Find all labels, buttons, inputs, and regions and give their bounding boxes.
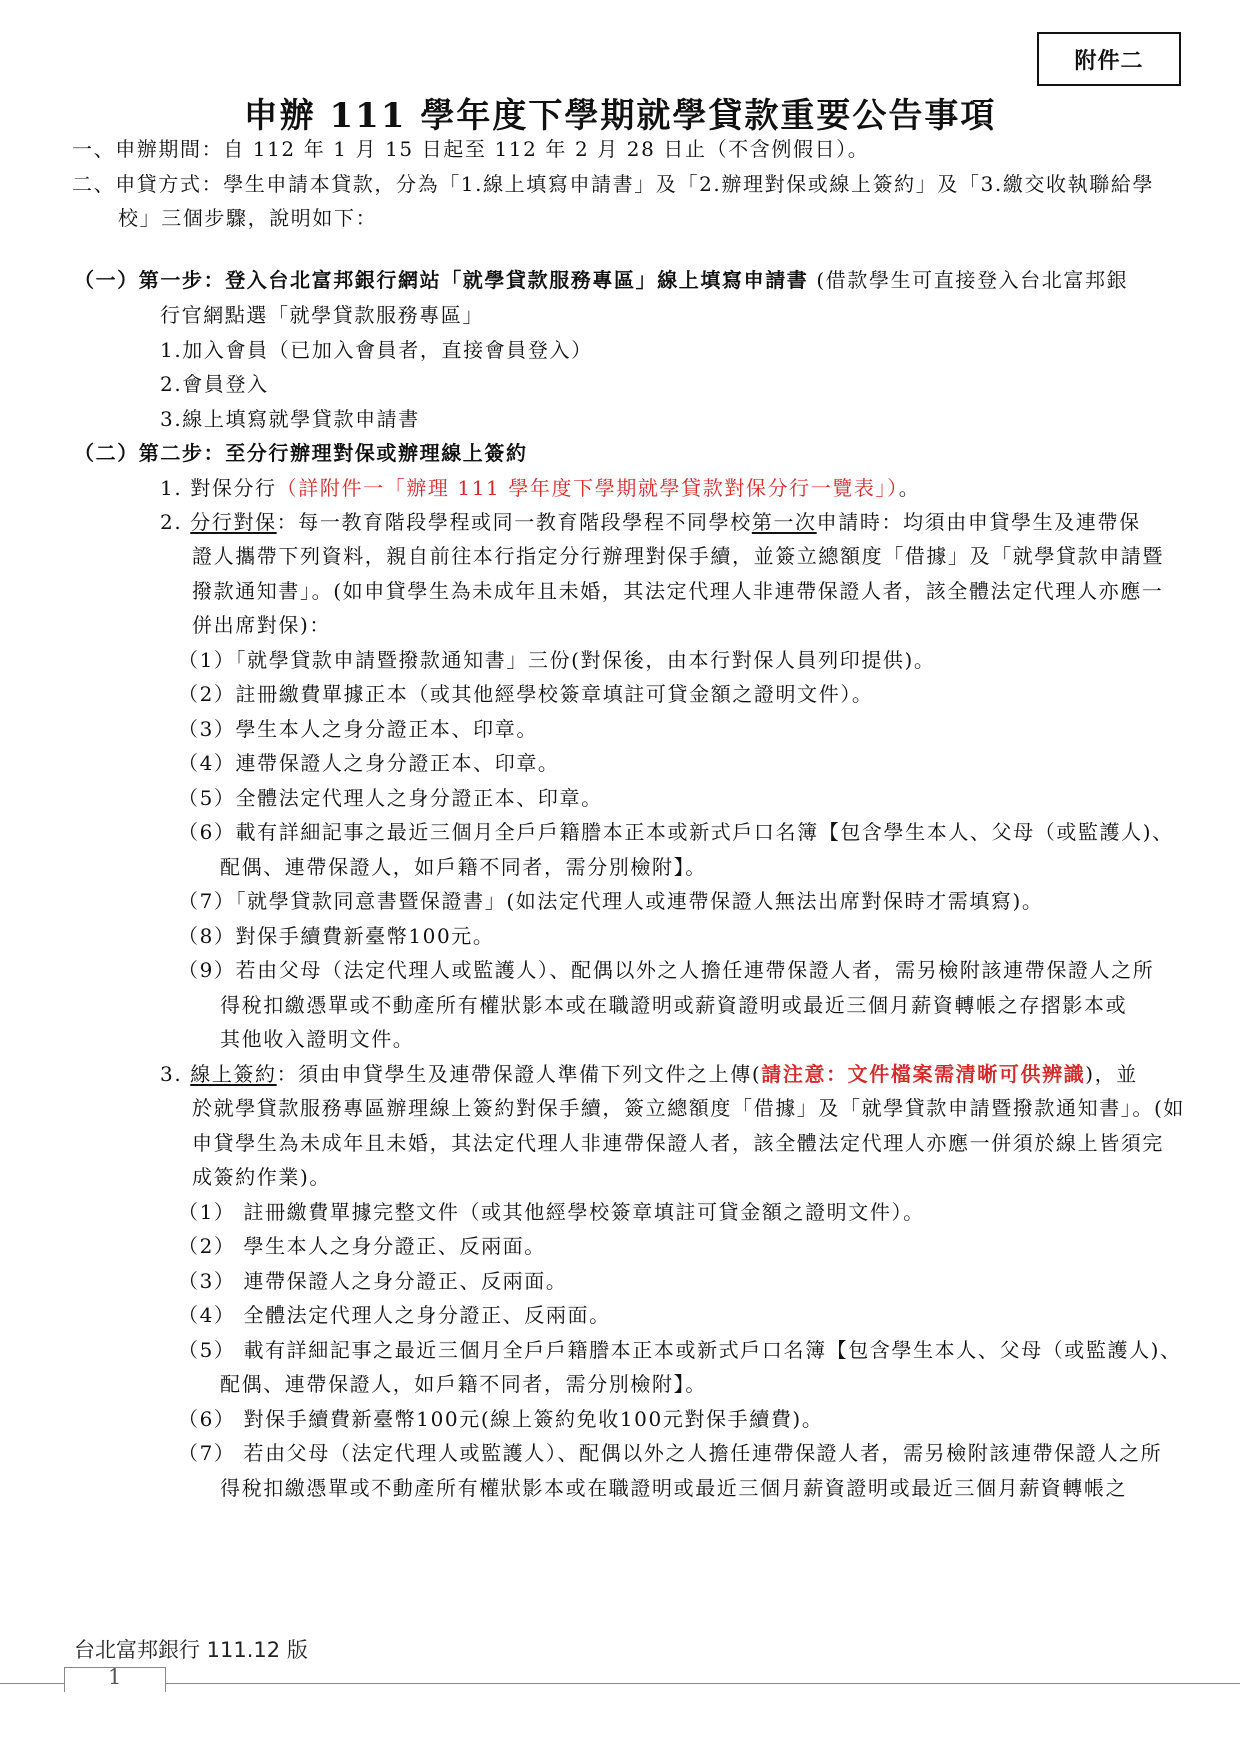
branch-doc-item: （7）「就學貸款同意書暨保證書」(如法定代理人或連帶保證人無法出席對保時才需填寫)。 [178, 889, 1044, 913]
branch-doc-item-cont: 其他收入證明文件。 [220, 1027, 415, 1051]
step-2-item-2 [160, 507, 1141, 537]
step-2-item-1-suffix: 。 [898, 476, 921, 500]
branch-doc-item: （9）若由父母（法定代理人或監護人）、配偶以外之人擔任連帶保證人者，需另檢附該連帶保證人之所 [178, 958, 1155, 982]
online-doc-item: （2） 學生本人之身分證正、反兩面。 [178, 1234, 546, 1258]
page-number: 1 [108, 1665, 122, 1689]
step-1-item: 1.加入會員（已加入會員者，直接會員登入） [160, 338, 593, 362]
step-2-item-3-cont: 申貸學生為未成年且未婚，其法定代理人非連帶保證人者，該全體法定代理人亦應一併須於線上皆須完 [192, 1131, 1164, 1155]
step-1-item: 3.線上填寫就學貸款申請書 [160, 407, 420, 431]
step-2-item-2-underlined: 第一次 [751, 510, 817, 534]
branch-doc-item-cont: 得稅扣繳憑單或不動產所有權狀影本或在職證明或薪資證明或最近三個月薪資轉帳之存摺影本或 [220, 993, 1128, 1017]
step-1-item: 2.會員登入 [160, 372, 269, 396]
online-doc-item-cont: 配偶、連帶保證人，如戶籍不同者，需分別檢附】。 [220, 1372, 707, 1396]
step-2-item-2-label: 分行對保 [190, 510, 277, 534]
page-divider [0, 1683, 1240, 1684]
branch-doc-item: （6）載有詳細記事之最近三個月全戶戶籍謄本正本或新式戶口名簿【包含學生本人、父母（或監護人)、 [178, 820, 1174, 844]
online-doc-item: （7） 若由父母（法定代理人或監護人）、配偶以外之人擔任連帶保證人者，需另檢附該連帶保證人之所 [178, 1441, 1163, 1465]
online-doc-item: （1） 註冊繳費單據完整文件（或其他經學校簽章填註可貸金額之證明文件）。 [178, 1200, 925, 1224]
footer-version: 台北富邦銀行 111.12 版 [74, 1638, 308, 1662]
section-2-method-cont: 校」三個步驟，說明如下： [118, 206, 378, 230]
step-2-item-3-red-note: 請注意：文件檔案需清晰可供辨識 [761, 1062, 1086, 1086]
attachment-label: 附件二 [1037, 32, 1181, 86]
step-2-item-2-text-b: 申請時：均須由申貸學生及連帶保 [816, 510, 1141, 534]
step-2-item-2-cont: 證人攜帶下列資料，親自前往本行指定分行辦理對保手續，並簽立總額度「借據」及「就學貸款申請暨 [192, 544, 1164, 568]
branch-doc-item: （1）「就學貸款申請暨撥款通知書」三份(對保後，由本行對保人員列印提供)。 [178, 648, 936, 672]
step-2-item-2-cont: 撥款通知書」。(如申貸學生為未成年且未婚，其法定代理人非連帶保證人者，該全體法定代理人亦應一 [192, 579, 1164, 603]
step-2-item-1-red-note: （詳附件一「辦理 111 學年度下學期就學貸款對保分行一覽表」） [276, 476, 899, 500]
step-1-heading-text: （一）第一步：登入台北富邦銀行網站「就學貸款服務專區」線上填寫申請書 [74, 268, 809, 292]
branch-doc-item-cont: 配偶、連帶保證人，如戶籍不同者，需分別檢附】。 [220, 855, 707, 879]
step-2-item-2-text-a: ：每一教育階段學程或同一教育階段學程不同學校 [276, 510, 752, 534]
step-2-item-1 [160, 473, 920, 503]
step-1-note: (借款學生可直接登入台北富邦銀 [808, 268, 1129, 292]
step-2-item-2-number: 2. [160, 510, 191, 534]
step-2-item-3-label: 線上簽約 [190, 1062, 277, 1086]
step-2-heading: （二）第二步：至分行辦理對保或辦理線上簽約 [74, 441, 528, 465]
online-doc-item: （4） 全體法定代理人之身分證正、反兩面。 [178, 1303, 611, 1327]
branch-doc-item: （4）連帶保證人之身分證正本、印章。 [178, 751, 560, 775]
step-2-item-1-prefix: 1. 對保分行 [160, 476, 277, 500]
branch-doc-item: （2）註冊繳費單據正本（或其他經學校簽章填註可貸金額之證明文件）。 [178, 682, 874, 706]
branch-doc-item: （3）學生本人之身分證正本、印章。 [178, 717, 538, 741]
step-2-item-3 [160, 1059, 1138, 1089]
step-2-item-3-text-a: ：須由申貸學生及連帶保證人準備下列文件之上傳( [276, 1062, 762, 1086]
online-doc-item: （5） 載有詳細記事之最近三個月全戶戶籍謄本正本或新式戶口名簿【包含學生本人、父母（或監護人)、 [178, 1338, 1182, 1362]
document-title: 申辦 111 學年度下學期就學貸款重要公告事項 [243, 96, 997, 136]
step-1-heading [74, 265, 1128, 295]
online-doc-item-cont: 得稅扣繳憑單或不動產所有權狀影本或在職證明或最近三個月薪資證明或最近三個月薪資轉帳之 [220, 1476, 1128, 1500]
branch-doc-item: （8）對保手續費新臺幣100元。 [178, 924, 495, 948]
step-2-item-2-cont: 併出席對保)： [192, 613, 332, 637]
branch-doc-item: （5）全體法定代理人之身分證正本、印章。 [178, 786, 603, 810]
section-2-method: 二、申貸方式：學生申請本貸款，分為「1.線上填寫申請書」及「2.辦理對保或線上簽約」及「3.繳交收執聯給學 [72, 172, 1155, 196]
step-2-item-3-cont: 於就學貸款服務專區辦理線上簽約對保手續，簽立總額度「借據」及「就學貸款申請暨撥款通知書」。(如 [192, 1096, 1186, 1120]
step-2-item-3-text-b: )，並 [1085, 1062, 1138, 1086]
section-1-period: 一、申辦期間：自 112 年 1 月 15 日起至 112 年 2 月 28 日止（不含例假日）。 [72, 137, 870, 161]
online-doc-item: （3） 連帶保證人之身分證正、反兩面。 [178, 1269, 568, 1293]
step-1-note-cont: 行官網點選「就學貸款服務專區」 [160, 303, 484, 327]
step-2-item-3-number: 3. [160, 1062, 191, 1086]
online-doc-item: （6） 對保手續費新臺幣100元(線上簽約免收100元對保手續費)。 [178, 1407, 824, 1431]
step-2-item-3-cont: 成簽約作業)。 [192, 1165, 332, 1189]
